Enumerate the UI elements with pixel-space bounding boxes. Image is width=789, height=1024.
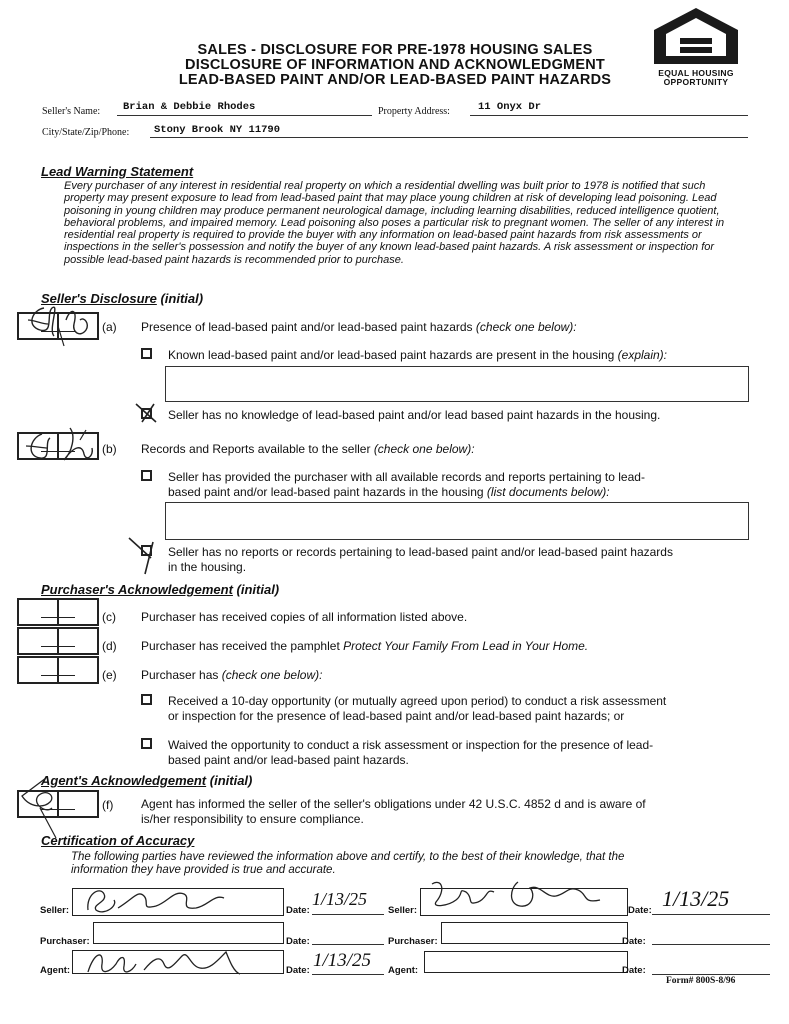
option-provided-records-text bbox=[168, 470, 758, 500]
list-documents-field[interactable] bbox=[165, 502, 749, 540]
option-known-lead-paint-text bbox=[168, 348, 667, 363]
seller2-date-label: Date: bbox=[628, 905, 652, 916]
option-provided-records-line2-plain: based paint and/or lead-based paint hazards in the housing bbox=[168, 485, 484, 499]
option-provided-records-line2-italic: (list documents below): bbox=[486, 485, 610, 499]
agents-ack-initial-hint: (initial) bbox=[209, 773, 253, 788]
purchaser-initials-c-box[interactable] bbox=[17, 598, 99, 626]
form-title-line-2: DISCLOSURE OF INFORMATION AND ACKNOWLEDGMENT bbox=[185, 57, 605, 73]
seller1-date-label: Date: bbox=[286, 905, 310, 916]
property-address-underline bbox=[470, 115, 748, 116]
checkbox-waived[interactable] bbox=[141, 738, 152, 749]
item-e-text-plain: Purchaser has bbox=[141, 668, 219, 682]
form-title-line-1: SALES - DISCLOSURE FOR PRE-1978 HOUSING SALES bbox=[197, 42, 593, 58]
item-b-letter: (b) bbox=[102, 442, 117, 456]
equal-housing-house-icon bbox=[650, 6, 742, 64]
purchaser2-label: Purchaser: bbox=[388, 936, 438, 947]
item-a-text-italic: (check one below): bbox=[475, 320, 577, 334]
item-c-text: Purchaser has received copies of all information listed above. bbox=[141, 610, 468, 624]
option-provided-records-line1: Seller has provided the purchaser with all available records and reports pertaining to lead- bbox=[168, 470, 645, 484]
seller-initials-b-signature bbox=[14, 416, 104, 476]
item-e-text-italic: (check one below): bbox=[221, 668, 323, 682]
item-e-text bbox=[141, 668, 322, 682]
option-no-reports-line2: in the housing. bbox=[168, 560, 247, 574]
seller1-date-underline bbox=[312, 914, 384, 915]
purchaser1-date-field[interactable] bbox=[312, 944, 384, 945]
item-d-text bbox=[141, 639, 588, 653]
initials-divider bbox=[57, 658, 59, 682]
agent1-date-label: Date: bbox=[286, 965, 310, 976]
item-d-text-plain: Purchaser has received the pamphlet bbox=[141, 639, 340, 653]
agent2-date-label: Date: bbox=[622, 965, 646, 976]
certification-text bbox=[71, 851, 771, 876]
form-title-line-3: LEAD-BASED PAINT AND/OR LEAD-BASED PAINT HAZARDS bbox=[178, 72, 612, 88]
initials-baseline bbox=[41, 646, 75, 647]
property-address-label: Property Address: bbox=[378, 106, 450, 117]
item-b-text-plain: Records and Reports available to the seller bbox=[141, 442, 371, 456]
option-waived-line1: Waived the opportunity to conduct a risk assessment or inspection for the presence of lead- bbox=[168, 738, 654, 752]
seller1-handwritten-signature bbox=[74, 880, 274, 920]
agent1-handwritten-signature bbox=[80, 942, 270, 984]
agent2-signature-field[interactable] bbox=[424, 951, 628, 973]
option-received-10-day-text bbox=[168, 694, 763, 724]
purchaser-initials-e-box[interactable] bbox=[17, 656, 99, 684]
seller-name-field[interactable]: Brian & Debbie Rhodes bbox=[123, 101, 256, 113]
item-f-line1: Agent has informed the seller of the seller's obligations under 42 U.S.C. 4852 d and is aware of bbox=[141, 797, 646, 811]
equal-housing-logo bbox=[650, 6, 742, 87]
checkbox-received-10-day[interactable] bbox=[141, 694, 152, 705]
city-state-zip-field[interactable]: Stony Brook NY 11790 bbox=[154, 124, 281, 136]
agent1-date-underline bbox=[312, 974, 384, 975]
form-number: Form# 800S-8/96 bbox=[666, 976, 736, 986]
explain-lead-paint-field[interactable] bbox=[165, 366, 749, 402]
purchaser2-date-label: Date: bbox=[622, 936, 646, 947]
option-waived-line2: based paint and/or lead-based paint hazards. bbox=[168, 753, 409, 767]
purchaser1-signature-field[interactable] bbox=[93, 922, 284, 944]
seller-initials-a-signature bbox=[14, 290, 104, 350]
purchasers-ack-heading bbox=[41, 582, 279, 597]
item-f-line2: is/her responsibility to ensure compliance. bbox=[141, 812, 364, 826]
lead-warning-heading bbox=[41, 164, 193, 179]
city-state-zip-underline bbox=[150, 137, 748, 138]
checkmark-no-knowledge-icon bbox=[134, 398, 164, 426]
item-d-text-italic: Protect Your Family From Lead in Your Home. bbox=[343, 639, 589, 653]
sellers-disclosure-initial-hint: (initial) bbox=[160, 291, 204, 306]
initials-baseline bbox=[41, 675, 75, 676]
seller1-date-value[interactable]: 1/13/25 bbox=[312, 889, 368, 909]
sellers-disclosure-heading-text: Seller's Disclosure bbox=[41, 291, 157, 306]
option-no-reports-text bbox=[168, 545, 763, 575]
initials-divider bbox=[57, 629, 59, 653]
seller2-date-underline bbox=[652, 914, 770, 915]
seller2-label: Seller: bbox=[388, 905, 418, 916]
item-a-text bbox=[141, 320, 577, 334]
checkbox-known-lead-paint[interactable] bbox=[141, 348, 152, 359]
certification-line1: The following parties have reviewed the information above and certify, to the best of their knowledge, that the bbox=[71, 851, 625, 863]
eho-text-2: OPPORTUNITY bbox=[663, 77, 729, 87]
seller1-label: Seller: bbox=[40, 905, 70, 916]
lead-warning-heading-text: Lead Warning Statement bbox=[41, 164, 194, 179]
purchasers-ack-initial-hint: (initial) bbox=[236, 582, 280, 597]
eho-text-1: EQUAL HOUSING bbox=[658, 68, 734, 78]
purchaser-initials-d-box[interactable] bbox=[17, 627, 99, 655]
item-a-letter: (a) bbox=[102, 320, 117, 334]
purchaser1-label: Purchaser: bbox=[40, 936, 90, 947]
option-received-10-day-line2: or inspection for the presence of lead-based paint and/or lead-based paint hazards; or bbox=[168, 709, 625, 723]
seller2-date-value[interactable]: 1/13/25 bbox=[662, 886, 730, 911]
certification-line2: information they have provided is true and accurate. bbox=[71, 863, 336, 876]
city-state-zip-label: City/State/Zip/Phone: bbox=[42, 127, 130, 138]
purchasers-ack-heading-text: Purchaser's Acknowledgement bbox=[41, 582, 233, 597]
option-received-10-day-line1: Received a 10-day opportunity (or mutually agreed upon period) to conduct a risk assessment bbox=[168, 694, 667, 708]
item-f-letter: (f) bbox=[102, 798, 114, 812]
item-c-letter: (c) bbox=[102, 610, 116, 624]
item-e-letter: (e) bbox=[102, 668, 117, 682]
agents-ack-heading-text: Agent's Acknowledgement bbox=[41, 773, 207, 788]
lead-warning-text: Every purchaser of any interest in residential real property on which a residential dwelling was built prior to 1978 is notified that such property may present exposure to lead from lead-based paint that may place young children at risk of developing lead poisoning. Lead poisoning in young children may produce permanent neurological damage, including learning disabilities, reduced intelligence quotient, behavioral problems, and impaired memory. Lead poisoning also poses a particular risk to pregnant women. The seller of any interest in residential real property is required to provide the buyer with any information on lead-based paint hazards from risk assessments or inspections in the seller's possession and notify the buyer of any known lead-based paint hazards. A risk assessment or inspection for possible lead-based paint hazards is recommended prior to purchase. bbox=[64, 180, 725, 266]
item-b-text-italic: (check one below): bbox=[373, 442, 475, 456]
purchaser2-signature-field[interactable] bbox=[441, 922, 628, 944]
agent1-date-value[interactable]: 1/13/25 bbox=[313, 950, 372, 971]
option-no-knowledge-text: Seller has no knowledge of lead-based paint and/or lead based paint hazards in the housing. bbox=[168, 408, 661, 422]
option-waived-text bbox=[168, 738, 763, 768]
checkbox-provided-records[interactable] bbox=[141, 470, 152, 481]
certification-heading-text: Certification of Accuracy bbox=[41, 833, 195, 848]
purchaser2-date-field[interactable] bbox=[652, 944, 770, 945]
agent2-date-field[interactable] bbox=[652, 974, 770, 975]
item-b-text bbox=[141, 442, 475, 456]
property-address-field[interactable]: 11 Onyx Dr bbox=[478, 101, 542, 113]
checkmark-no-reports-icon bbox=[125, 534, 165, 578]
initials-divider bbox=[57, 600, 59, 624]
option-known-lead-italic: (explain): bbox=[617, 348, 668, 362]
seller-name-label: Seller's Name: bbox=[42, 106, 101, 117]
purchaser1-date-label: Date: bbox=[286, 936, 310, 947]
certification-heading bbox=[41, 833, 194, 848]
agent1-label: Agent: bbox=[40, 965, 71, 976]
option-no-reports-line1: Seller has no reports or records pertaining to lead-based paint and/or lead-based paint hazards bbox=[168, 545, 673, 559]
item-a-text-plain: Presence of lead-based paint and/or lead-based paint hazards bbox=[141, 320, 473, 334]
seller2-handwritten-signature bbox=[422, 874, 622, 920]
item-d-letter: (d) bbox=[102, 639, 117, 653]
seller-name-underline bbox=[117, 115, 372, 116]
agent2-label: Agent: bbox=[388, 965, 419, 976]
option-provided-records-line2 bbox=[168, 485, 758, 500]
item-f-text bbox=[141, 797, 761, 827]
initials-baseline bbox=[41, 617, 75, 618]
option-known-lead-plain: Known lead-based paint and/or lead-based paint hazards are present in the housing bbox=[168, 348, 615, 362]
